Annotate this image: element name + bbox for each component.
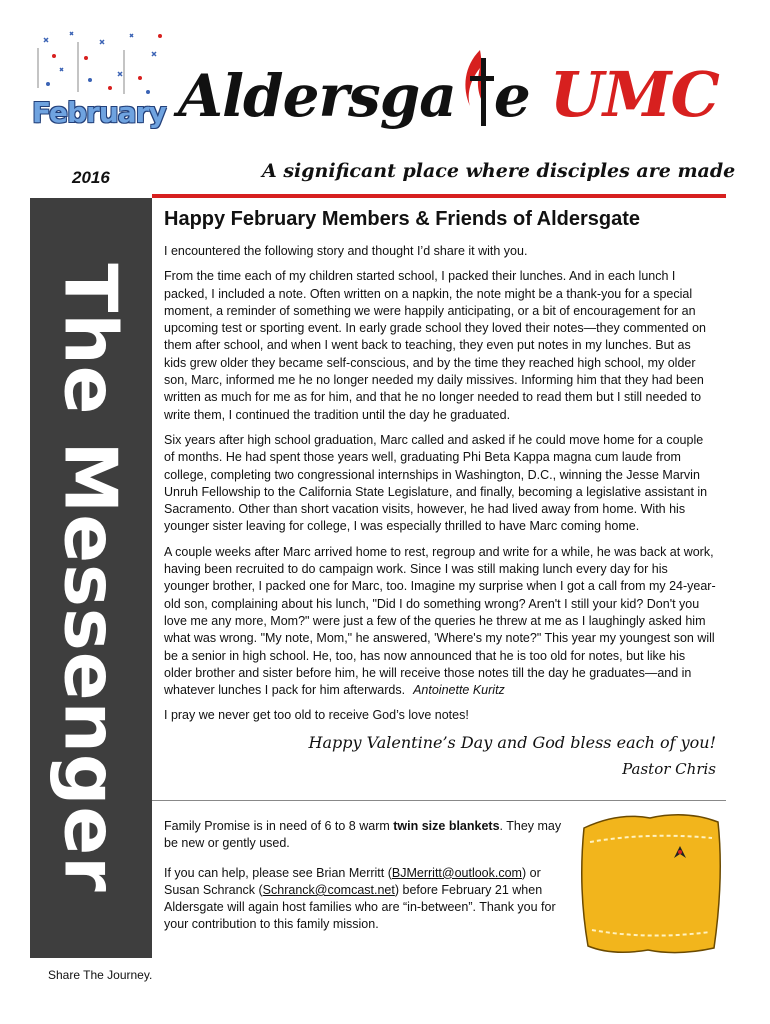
sidebar-title: The Messenger	[49, 263, 133, 893]
valentine-closing: Happy Valentine’s Day and God bless each of you!	[308, 732, 716, 752]
issue-year: 2016	[72, 168, 110, 187]
february-badge	[30, 28, 170, 148]
blanket-size: twin size blankets	[393, 819, 500, 833]
article-prayer: I pray we never get too old to receive God’s love notes!	[164, 708, 469, 723]
section-divider	[152, 800, 726, 801]
header-divider	[152, 194, 726, 198]
email-link-merritt[interactable]: BJMerritt@outlook.com	[391, 865, 522, 880]
article-intro: I encountered the following story and thought I’d share it with you.	[164, 244, 528, 258]
article-paragraph-1: From the time each of my children started school, I packed their lunches. And in each lunch I packed, I included a note. Often written on a napkin, the note might be a thank-you for a special moment, a reminder of something we were happily anticipating, or a bit of encouragement for an upcoming test or sporting event. In early grade school they loved their notes—they commented on them after school, and when I went back to teaching, they even put notes in my lunches. But as kids grew older they became self-conscious, and by the time they reached high school, my older son, Marc, informed me he no longer needed my daily missives. Informing him that they had been written as much for me as for him, and that he no longer needed to read them but I still needed to write them, I continued the tradition until the day he graduated.	[164, 269, 706, 422]
sidebar-title-container	[30, 198, 152, 958]
footer-note: Share The Journey.	[48, 968, 153, 982]
email-link-schranck[interactable]: Schranck@comcast.net	[262, 882, 395, 897]
contact-text-b: ) or Susan Schranck (	[164, 865, 541, 897]
pastor-letter	[164, 208, 716, 778]
pastor-signature: Pastor Chris	[622, 759, 716, 778]
contact-text-a: If you can help, please see Brian Merritt (	[164, 865, 392, 880]
blanket-illustration	[578, 808, 724, 958]
contact-text-c: ) before February 21 when Aldersgate will again host families who are “in-between”. Thank you for your contribution to this family mission.	[164, 882, 556, 932]
contact-info	[164, 865, 564, 934]
tagline: A significant place where disciples are made	[262, 160, 736, 182]
masthead	[178, 48, 738, 138]
masthead-name-part2: e	[493, 62, 530, 130]
february-word: February	[32, 96, 166, 129]
family-promise-notice	[164, 818, 564, 946]
blanket-request	[164, 818, 564, 853]
blanket-request-text: Family Promise is in need of 6 to 8 warm	[164, 819, 394, 833]
story-author: Antoinette Kuritz	[413, 683, 505, 698]
cross-flame-icon	[456, 48, 494, 128]
article-paragraph-3	[164, 544, 716, 700]
masthead-name-part1: Aldersga	[178, 62, 456, 130]
article-paragraph-2: Six years after high school graduation, Marc called and asked if he could move home for a couple of months. He had spent those years well, graduating Phi Beta Kappa magna cum laude from college, completing two congressional internships in Washington, D.C., winning the Jesse Marvin Unruh Fellowship to the California State Legislature, and finally, becoming a legislative assistant in Sacramento. Other than short vacation visits, however, he had lived away from home. With his younger sister leaving for college, I was especially thrilled to have Marc coming home.	[164, 432, 708, 534]
article-paragraph-3-text: A couple weeks after Marc arrived home to rest, regroup and write for a while, he was back at work, having been recruited to do campaign work. Since I was still making lunch every day for his younger brother, I packed one for Marc, too. Imagine my surprise when I got a call from my 24-year-old son, complaining about his lunch, "Did I do something wrong? Aren't I still your kid? Don't you love me any more, Mom?" were just a few of the queries he threw at me as I laughingly asked him what was wrong. "My note, Mom," he answered, 'Where's my note?" This year my youngest son will be a senior in high school. He, too, has now announced that he is too old for notes, but like his older brother and sister before him, he will receive those notes till the day he graduates—and in whatever lunches I pack for him afterwards.	[164, 544, 716, 698]
blanket-request-tail: . They may be new or gently used.	[164, 819, 562, 851]
article-heading: Happy February Members & Friends of Aldersgate	[164, 208, 641, 230]
masthead-umc: UMC	[549, 58, 719, 131]
